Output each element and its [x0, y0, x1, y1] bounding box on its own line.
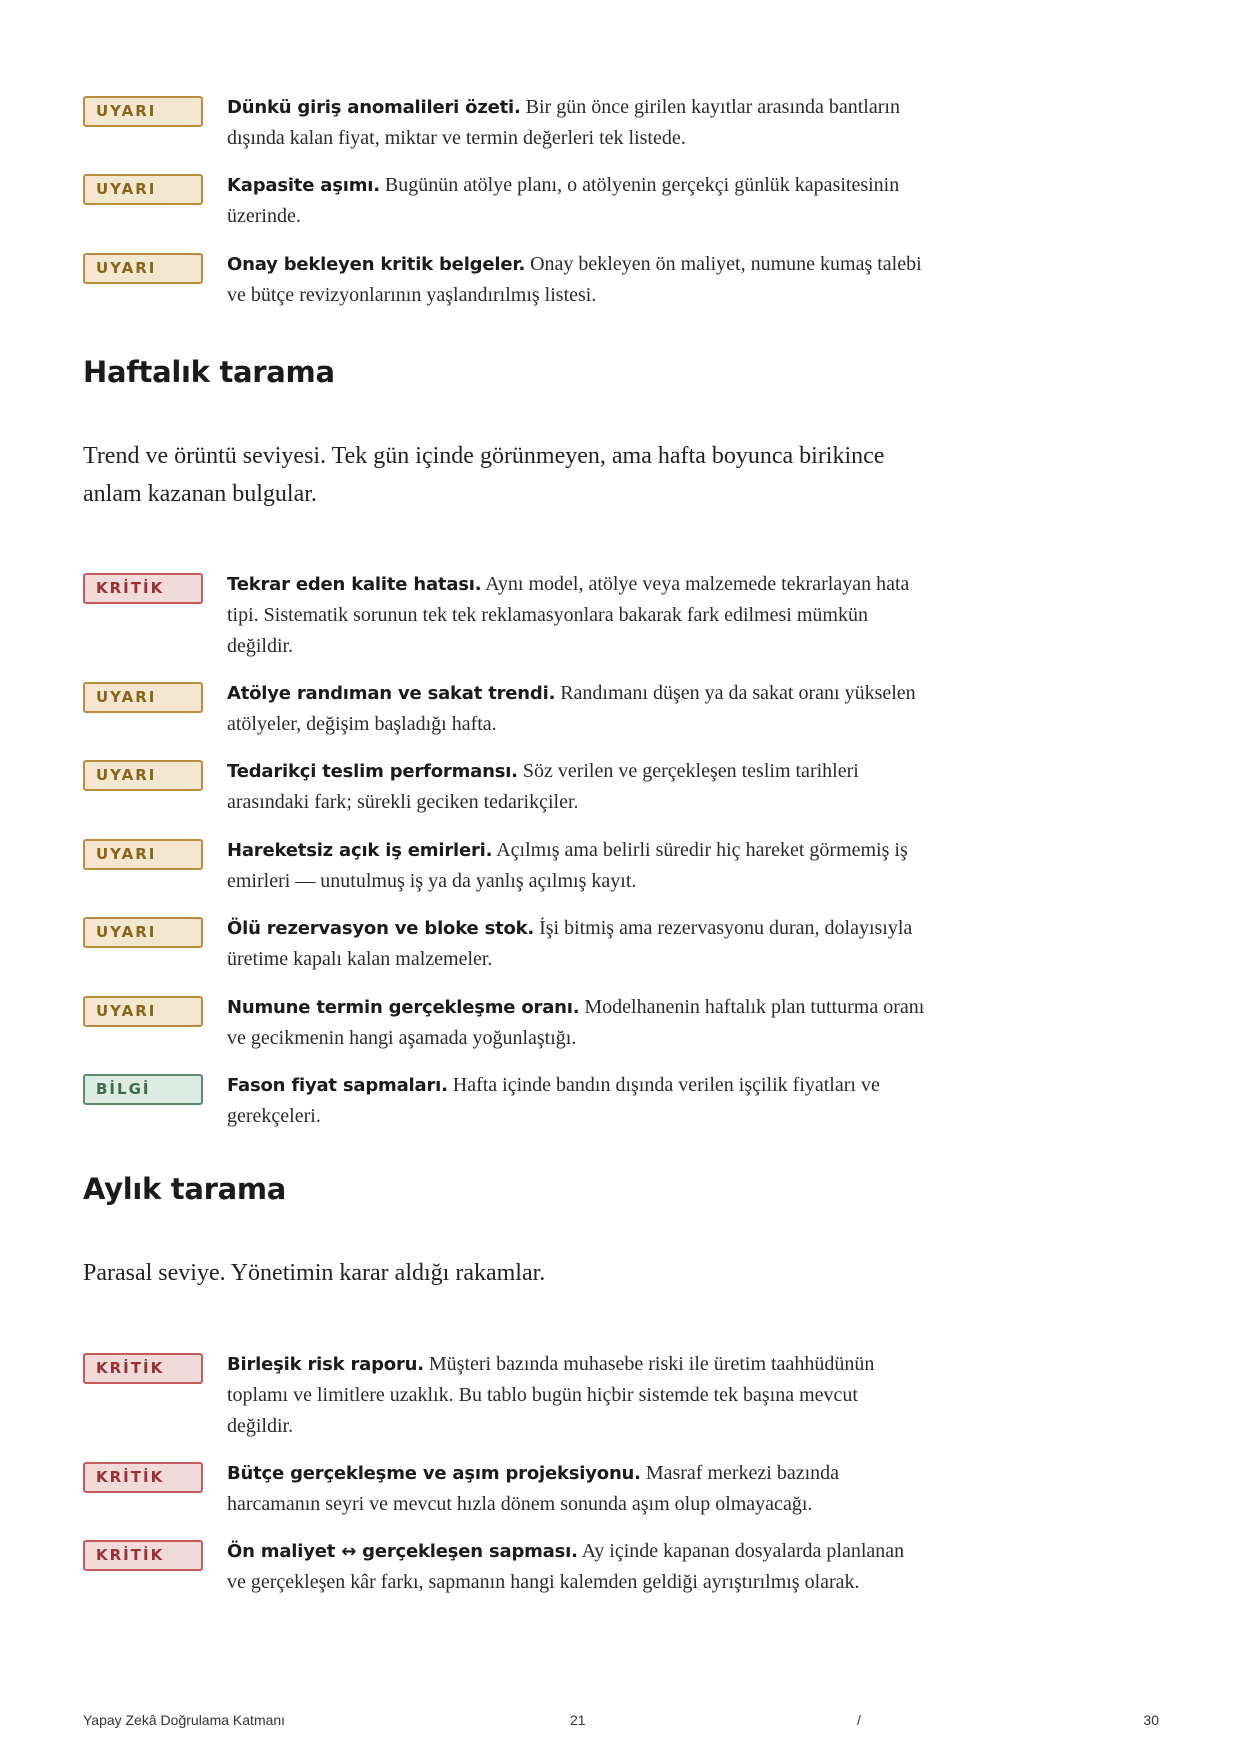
finding-text: [227, 992, 927, 1054]
finding-description: Ay içinde kapanan dosyalarda planlanan ve gerçekleşen kâr farkı, sapmanın hangi kalemden geldiği ayrıştırılmış olarak.: [227, 1540, 905, 1593]
severity-badge: KRİTİK: [83, 1540, 203, 1571]
finding-title: Ölü rezervasyon ve bloke stok.: [227, 918, 535, 939]
finding-description: Modelhanenin haftalık plan tutturma oranı ve gecikmenin hangi aşamada yoğunlaştığı.: [227, 996, 925, 1049]
footer-doc-title: Yapay Zekâ Doğrulama Katmanı: [83, 1712, 286, 1728]
finding-title: Numune termin gerçekleşme oranı.: [227, 997, 580, 1018]
finding-text: [227, 1349, 927, 1442]
finding-title: Ön maliyet ↔ gerçekleşen sapması.: [227, 1541, 578, 1562]
finding-title: Tedarikçi teslim performansı.: [227, 761, 518, 782]
finding-description: Açılmış ama belirli süredir hiç hareket görmemiş iş emirleri — unutulmuş iş ya da yanlış açılmış kayıt.: [227, 839, 908, 892]
finding-title: Kapasite aşımı.: [227, 175, 380, 196]
finding-description: Randımanı düşen ya da sakat oranı yükselen atölyeler, değişim başladığı hafta.: [227, 682, 916, 735]
finding-title: Onay bekleyen kritik belgeler.: [227, 254, 526, 275]
footer-page-total: 30: [1143, 1712, 1159, 1728]
finding-description: Bir gün önce girilen kayıtlar arasında bantların dışında kalan fiyat, miktar ve termin değerleri tek listede.: [227, 96, 900, 149]
finding-description: Masraf merkezi bazında harcamanın seyri ve mevcut hızla dönem sonunda aşım olup olmayacağı.: [227, 1462, 840, 1515]
footer-separator: /: [857, 1712, 861, 1728]
severity-badge: UYARI: [83, 917, 203, 948]
severity-badge: UYARI: [83, 253, 203, 284]
severity-badge: KRİTİK: [83, 1353, 203, 1384]
page-footer: [83, 1712, 1159, 1732]
finding-description: Müşteri bazında muhasebe riski ile üretim taahhüdünün toplamı ve limitlere uzaklık. Bu tablo bugün hiçbir sistemde tek başına mevcut değildir.: [227, 1353, 875, 1437]
severity-badge: UYARI: [83, 760, 203, 791]
finding-text: [227, 756, 927, 818]
finding-description: Onay bekleyen ön maliyet, numune kumaş talebi ve bütçe revizyonlarının yaşlandırılmış listesi.: [227, 253, 922, 306]
severity-badge: UYARI: [83, 839, 203, 870]
finding-title: Bütçe gerçekleşme ve aşım projeksiyonu.: [227, 1463, 641, 1484]
finding-title: Dünkü giriş anomalileri özeti.: [227, 97, 521, 118]
finding-text: [227, 92, 927, 154]
finding-text: [227, 249, 927, 311]
finding-title: Atölye randıman ve sakat trendi.: [227, 683, 556, 704]
section-heading-monthly: Aylık tarama: [83, 1172, 287, 1206]
finding-text: [227, 835, 927, 897]
finding-title: Fason fiyat sapmaları.: [227, 1075, 448, 1096]
finding-text: [227, 678, 927, 740]
severity-badge: BİLGİ: [83, 1074, 203, 1105]
finding-text: [227, 1536, 927, 1598]
finding-text: [227, 569, 927, 662]
section-heading-weekly: Haftalık tarama: [83, 355, 335, 389]
severity-badge: KRİTİK: [83, 573, 203, 604]
finding-text: [227, 913, 927, 975]
finding-title: Hareketsiz açık iş emirleri.: [227, 840, 493, 861]
section-intro-monthly: Parasal seviye. Yönetimin karar aldığı rakamlar.: [83, 1260, 546, 1286]
severity-badge: KRİTİK: [83, 1462, 203, 1493]
finding-description: Bugünün atölye planı, o atölyenin gerçekçi günlük kapasitesinin üzerinde.: [227, 174, 900, 227]
finding-title: Tekrar eden kalite hatası.: [227, 574, 482, 595]
footer-page-number: 21: [570, 1712, 586, 1728]
severity-badge: UYARI: [83, 682, 203, 713]
finding-text: [227, 1070, 927, 1132]
finding-description: Söz verilen ve gerçekleşen teslim tarihleri arasındaki fark; sürekli geciken tedarikçiler.: [227, 760, 859, 813]
finding-text: [227, 1458, 927, 1520]
finding-description: İşi bitmiş ama rezervasyonu duran, dolayısıyla üretime kapalı kalan malzemeler.: [227, 917, 913, 970]
section-intro-weekly: Trend ve örüntü seviyesi. Tek gün içinde görünmeyen, ama hafta boyunca birikince anlam kazanan bulgular.: [83, 443, 885, 507]
severity-badge: UYARI: [83, 174, 203, 205]
severity-badge: UYARI: [83, 996, 203, 1027]
severity-badge: UYARI: [83, 96, 203, 127]
finding-text: [227, 170, 927, 232]
finding-description: Aynı model, atölye veya malzemede tekrarlayan hata tipi. Sistematik sorunun tek tek reklamasyonlara bakarak fark edilmesi mümkün değildir.: [227, 573, 910, 657]
finding-description: Hafta içinde bandın dışında verilen işçilik fiyatları ve gerekçeleri.: [227, 1074, 880, 1127]
finding-title: Birleşik risk raporu.: [227, 1354, 424, 1375]
